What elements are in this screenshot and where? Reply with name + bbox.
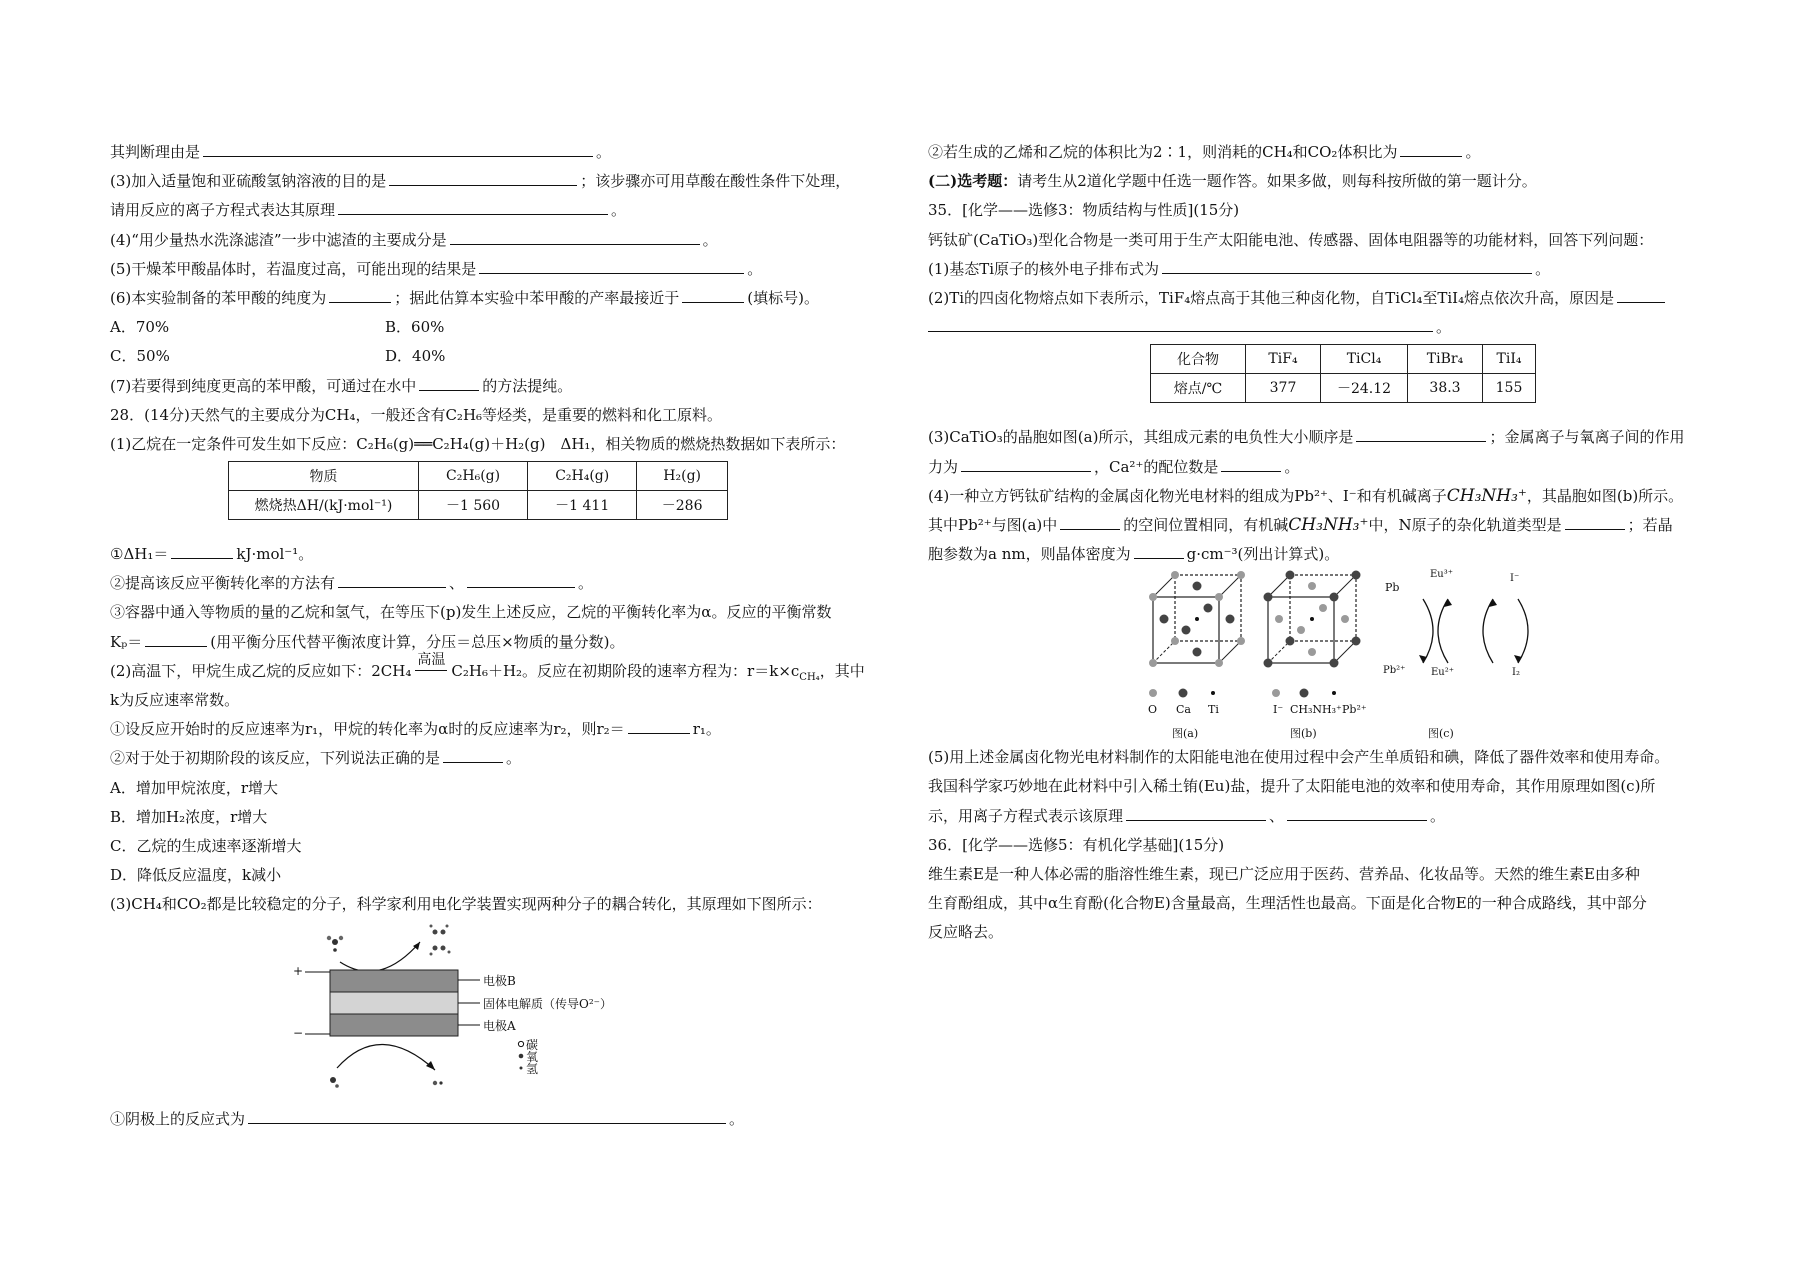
unit-cell-b xyxy=(1264,571,1361,698)
answer-blank[interactable] xyxy=(145,631,207,647)
answer-blank[interactable] xyxy=(171,543,233,559)
electrochem-figure xyxy=(110,920,910,1105)
label-i-minus: I⁻ xyxy=(1510,573,1520,585)
text-line: (7)若要得到纯度更高的苯甲酸，可通过在水中 的方法提纯。 xyxy=(110,376,573,395)
table-cell: TiBr₄ xyxy=(1408,345,1483,374)
label-o: O xyxy=(1148,703,1158,717)
text-line: 钙钛矿(CaTiO₃)型化合物是一类可用于生产太阳能电池、传感器、固体电阻器等的功能材料，回答下列问题： xyxy=(928,230,1654,249)
arrow-path xyxy=(340,942,420,971)
legend-hydrogen: 氢 xyxy=(526,1061,539,1076)
answer-blank[interactable] xyxy=(1400,141,1462,157)
organic-ion: CH₃NH₃⁺ xyxy=(1446,485,1527,506)
electrode-b xyxy=(330,970,458,992)
answer-blank[interactable] xyxy=(479,258,744,274)
legend-carbon: 碳 xyxy=(526,1037,539,1052)
text-line: 其中Pb²⁺与图(a)中 的空间位置相同，有机碱CH₃NH₃⁺中，N原子的杂化轨道类型是 ；若晶 xyxy=(928,514,1673,535)
text-line: (2)高温下，甲烷生成乙烷的反应如下：2CH₄ 高温 C₂H₆＋H₂。反应在初期阶段的速率方程为：$r=k\times c_{CH_4}$，其中 xyxy=(110,657,910,686)
question-35-title: 35．[化学——选修3：物质结构与性质](15分) xyxy=(928,201,1240,220)
unit-cell-a xyxy=(1149,571,1245,698)
text-line: k为反应速率常数。 xyxy=(110,691,240,709)
answer-blank[interactable] xyxy=(682,287,744,303)
question-36-title: 36．[化学——选修5：有机化学基础](15分) xyxy=(928,835,1225,854)
question-28-title: 28．(14分)天然气的主要成分为CH₄，一般还含有C₂H₆等烃类，是重要的燃料和化工原料。 xyxy=(110,405,723,424)
text-line: (2)Ti的四卤化物熔点如下表所示，TiF₄熔点高于其他三种卤化物，自TiCl₄至TiI₄熔点依次升高，原因是 xyxy=(928,284,1720,313)
arrow-path xyxy=(337,1044,435,1070)
answer-blank[interactable] xyxy=(1134,543,1184,559)
section-heading: (二)选考题： xyxy=(928,172,1018,191)
label-ti: Ti xyxy=(1208,703,1219,717)
option-d[interactable]: D．降低反应温度，k减小 xyxy=(110,866,282,885)
answer-blank[interactable] xyxy=(1221,456,1281,472)
answer-blank[interactable] xyxy=(1356,426,1486,442)
text-line: 胞参数为a nm，则晶体密度为 g·cm⁻³(列出计算式)。 xyxy=(928,545,1340,564)
co-molecule-icon xyxy=(433,1080,443,1084)
table-cell: TiCl₄ xyxy=(1321,345,1408,374)
legend-oxygen: 氧 xyxy=(526,1049,539,1064)
methane-molecule-icon xyxy=(330,1077,339,1088)
table-cell: －1 411 xyxy=(528,491,637,520)
right-column xyxy=(928,138,1720,948)
text-line: (4)“用少量热水洗涤滤渣”一步中滤渣的主要成分是 。 xyxy=(110,230,718,249)
answer-blank[interactable] xyxy=(419,375,479,391)
answer-blank[interactable] xyxy=(443,747,503,763)
figure-c-caption: 图(c) xyxy=(1428,727,1454,741)
table-row xyxy=(229,491,728,520)
text-line: 请用反应的离子方程式表达其原理 。 xyxy=(110,201,627,220)
option-a[interactable]: A．70% xyxy=(110,318,170,337)
text-line: 力为 ，Ca²⁺的配位数是 。 xyxy=(928,457,1300,476)
text-line: ②对于处于初期阶段的该反应，下列说法正确的是 。 xyxy=(110,749,522,768)
options-row xyxy=(110,342,910,371)
text-line: 示，用离子方程式表示该原理 、 。 xyxy=(928,806,1446,825)
text-line: (3)CaTiO₃的晶胞如图(a)所示，其组成元素的电负性大小顺序是 ；金属离子与氧离子间的作用 xyxy=(928,428,1685,447)
text-line: 生育酚组成，其中α生育酚(化合物E)含量最高，生理活性也最高。下面是化合物E的一种合成路线，其中部分 xyxy=(928,894,1647,913)
melting-point-table xyxy=(1150,344,1536,403)
label-i2: I₂ xyxy=(1512,667,1520,679)
answer-blank[interactable] xyxy=(1287,805,1427,821)
answer-blank[interactable] xyxy=(329,287,391,303)
table-cell: －1 560 xyxy=(419,491,528,520)
text-line: 反应略去。 xyxy=(928,923,1004,942)
label-lead-ion: Pb²⁺ xyxy=(1342,703,1367,717)
organic-ion: CH₃NH₃⁺ xyxy=(1288,514,1369,535)
label-iodide: I⁻ xyxy=(1273,703,1284,717)
table-cell: 38.3 xyxy=(1408,374,1483,403)
redox-cycle-c xyxy=(1419,599,1528,663)
table-cell: 155 xyxy=(1483,374,1536,403)
text-line: ①ΔH₁＝ kJ·mol⁻¹。 xyxy=(110,545,314,564)
answer-blank[interactable] xyxy=(1162,258,1532,274)
table-cell: H₂(g) xyxy=(637,462,728,491)
solid-electrolyte xyxy=(330,992,458,1014)
table-cell: －24.12 xyxy=(1321,374,1408,403)
label-pb2: Pb²⁺ xyxy=(1383,665,1406,677)
table-cell: C₂H₆(g) xyxy=(419,462,528,491)
positive-terminal: + xyxy=(293,963,304,978)
table-cell: TiI₄ xyxy=(1483,345,1536,374)
answer-blank[interactable] xyxy=(467,572,575,588)
text-line: (二)选考题：请考生从2道化学题中任选一题作答。如果多做，则每科按所做的第一题计分。 xyxy=(928,172,1537,191)
options-row xyxy=(110,313,910,342)
option-c[interactable]: C．乙烷的生成速率逐渐增大 xyxy=(110,836,302,855)
oxygen-legend-icon xyxy=(519,1053,524,1058)
ethylene-molecule-icon xyxy=(430,924,451,955)
text-line: ②若生成的乙烯和乙烷的体积比为2∶1，则消耗的CH₄和CO₂体积比为 。 xyxy=(928,143,1481,161)
answer-blank[interactable] xyxy=(1060,514,1120,530)
electrode-a xyxy=(330,1014,458,1036)
answer-blank[interactable] xyxy=(628,718,690,734)
electrode-a-label: 电极A xyxy=(483,1018,516,1033)
answer-blank[interactable] xyxy=(248,1108,726,1124)
text-line: (1)乙烷在一定条件可发生如下反应：C₂H₆(g)══C₂H₄(g)＋H₂(g) ΔH₁，相关物质的燃烧热数据如下表所示： xyxy=(110,434,846,453)
crystal-diagram xyxy=(928,569,1720,743)
text-line: ③容器中通入等物质的量的乙烷和氢气，在等压下(p)发生上述反应，乙烷的平衡转化率为α。反应的平衡常数 xyxy=(110,603,832,622)
text-line: 我国科学家巧妙地在此材料中引入稀土铕(Eu)盐，提升了太阳能电池的效率和使用寿命，其作用原理如图(c)所 xyxy=(928,777,1656,796)
answer-blank[interactable] xyxy=(203,141,593,157)
answer-blank[interactable] xyxy=(928,316,1433,332)
answer-blank[interactable] xyxy=(1126,805,1266,821)
table-cell: 377 xyxy=(1246,374,1321,403)
answer-blank[interactable] xyxy=(1565,514,1625,530)
text-line: (3)CH₄和CO₂都是比较稳定的分子，科学家利用电化学装置实现两种分子的耦合转化，其原理如下图所示： xyxy=(110,895,822,914)
table-row xyxy=(229,462,728,491)
electrolyte-label: 固体电解质（传导O²⁻） xyxy=(483,996,612,1011)
answer-blank[interactable] xyxy=(338,199,608,215)
table-row xyxy=(1151,374,1536,403)
table-cell: TiF₄ xyxy=(1246,345,1321,374)
text-line: ①阴极上的反应式为 。 xyxy=(110,1109,745,1128)
answer-blank[interactable] xyxy=(338,572,446,588)
option-b[interactable]: B．60% xyxy=(385,318,445,337)
left-column xyxy=(110,138,910,1134)
text-line: (4)一种立方钙钛矿结构的金属卤化物光电材料的组成为Pb²⁺、I⁻和有机碱离子CH₃NH₃⁺，其晶胞如图(b)所示。 xyxy=(928,485,1684,506)
text-line: Kₚ＝ (用平衡分压代替平衡浓度计算，分压＝总压×物质的量分数)。 xyxy=(110,632,625,651)
table-cell: 燃烧热ΔH/(kJ·mol⁻¹) xyxy=(229,491,419,520)
answer-blank[interactable] xyxy=(961,456,1091,472)
label-eu2: Eu²⁺ xyxy=(1431,667,1455,679)
label-pb: Pb xyxy=(1385,581,1400,595)
text-line: ②提高该反应平衡转化率的方法有 、 。 xyxy=(110,574,594,593)
answer-blank[interactable] xyxy=(1617,287,1665,303)
label-eu3: Eu³⁺ xyxy=(1430,569,1454,581)
electrochem-diagram xyxy=(285,920,885,1105)
label-ca: Ca xyxy=(1176,703,1191,717)
table-cell: 物质 xyxy=(229,462,419,491)
label-methylammonium: CH₃NH₃⁺ xyxy=(1290,703,1342,717)
answer-blank[interactable] xyxy=(450,229,700,245)
text-line: (3)加入适量饱和亚硫酸氢钠溶液的目的是 ；该步骤亦可用草酸在酸性条件下处理， xyxy=(110,172,851,191)
table-cell: C₂H₄(g) xyxy=(528,462,637,491)
option-b[interactable]: B．增加H₂浓度，r增大 xyxy=(110,807,268,826)
table-cell: －286 xyxy=(637,491,728,520)
text-line: (6)本实验制备的苯甲酸的纯度为 ；据此估算本实验中苯甲酸的产率最接近于 (填标号)。 xyxy=(110,288,819,307)
text-line: ①设反应开始时的反应速率为r₁，甲烷的转化率为α时的反应速率为r₂，则r₂＝ r₁。 xyxy=(110,720,721,739)
table-cell: 化合物 xyxy=(1151,345,1246,374)
figure-a-caption: 图(a) xyxy=(1172,727,1199,741)
electrode-b-label: 电极B xyxy=(483,973,516,988)
figure-b-caption: 图(b) xyxy=(1290,727,1317,741)
condition-mark: 高温 xyxy=(411,657,451,686)
text-line: (5)用上述金属卤化物光电材料制作的太阳能电池在使用过程中会产生单质铅和碘，降低了器件效率和使用寿命。 xyxy=(928,748,1670,767)
negative-terminal: − xyxy=(293,1025,304,1040)
carbon-legend-icon xyxy=(518,1041,523,1046)
co2-molecule-icon xyxy=(327,935,343,951)
text-line: (1)基态Ti原子的核外电子排布式为 。 xyxy=(928,259,1551,278)
option-c[interactable]: C．50% xyxy=(110,347,170,366)
option-a[interactable]: A．增加甲烷浓度，r增大 xyxy=(110,778,279,797)
hydrogen-legend-icon xyxy=(520,1066,523,1069)
crystal-figures xyxy=(928,569,1720,743)
answer-blank[interactable] xyxy=(389,170,577,186)
combustion-heat-table xyxy=(228,461,728,520)
table-row xyxy=(1151,345,1536,374)
table-cell: 熔点/℃ xyxy=(1151,374,1246,403)
text-line: 其判断理由是 。 xyxy=(110,143,612,161)
text-line: 。 xyxy=(928,313,1720,342)
text-line: (5)干燥苯甲酸晶体时，若温度过高，可能出现的结果是 。 xyxy=(110,259,763,278)
option-d[interactable]: D．40% xyxy=(385,347,446,366)
text-line: 维生素E是一种人体必需的脂溶性维生素，现已广泛应用于医药、营养品、化妆品等。天然的维生素E由多种 xyxy=(928,865,1640,883)
